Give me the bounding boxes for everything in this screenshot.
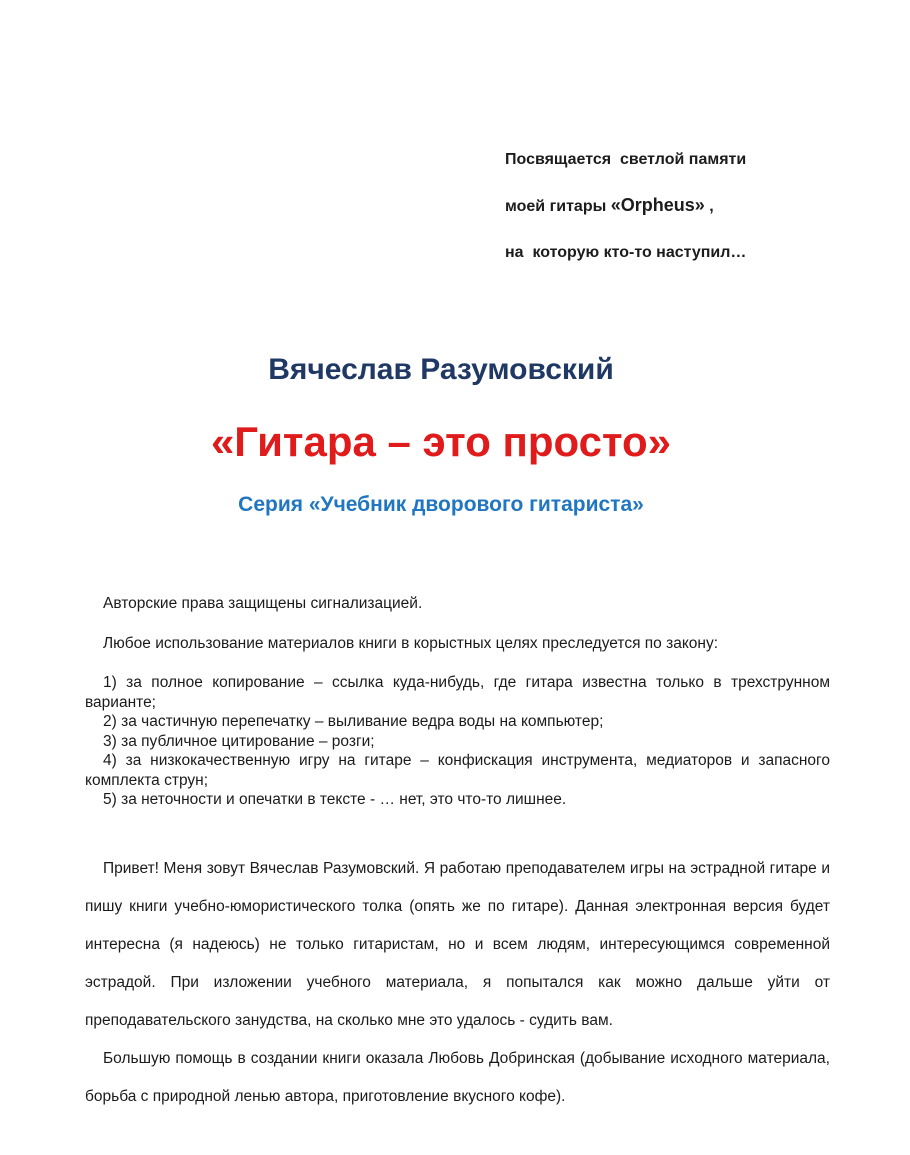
- copyright-item-1: 1) за полное копирование – ссылка куда-нибудь, где гитара известна только в трехструнном варианте;: [85, 674, 830, 711]
- intro-paragraph-2: Большую помощь в создании книги оказала Любовь Добринская (добывание исходного материала, борьба с природной ленью автора, приготовление вкусного кофе).: [85, 1049, 830, 1105]
- copyright-law-intro: Любое использование материалов книги в корыстных целях преследуется по закону:: [103, 634, 719, 652]
- copyright-item-4: 4) за низкокачественную игру на гитаре – конфискация инструмента, медиаторов и запасного комплекта струн;: [85, 752, 830, 789]
- intro-section: [85, 850, 830, 1116]
- book-title: «Гитара – это просто»: [210, 418, 672, 465]
- dedication-line-1: Посвящается светлой памяти: [505, 151, 747, 168]
- author-name: Вячеслав Разумовский: [268, 353, 614, 386]
- copyright-item-2: 2) за частичную перепечатку – выливание ведра воды на компьютер;: [103, 713, 604, 730]
- dedication-block: [505, 150, 825, 289]
- title-block: [85, 352, 797, 518]
- dedication-line-2-suffix: ,: [704, 198, 714, 215]
- intro-paragraph-1: Привет! Меня зовут Вячеслав Разумовский. Я работаю преподавателем игры на эстрадной гитаре и пишу книги учебно-юмористического толка (опять же по гитаре). Данная электронная версия будет интересна (я надеюсь) не только гитаристам, но и всем людям, интересующимся современной эстрадой. При изложении учебного материала, я попытался как можно дальше уйти от преподавательского занудства, на сколько мне это удалось - судить вам.: [85, 859, 830, 1029]
- body-text: [85, 594, 830, 1116]
- dedication-line-3: на которую кто-то наступил…: [505, 244, 747, 261]
- guitar-name: «Orpheus»: [610, 195, 705, 215]
- series-title: Серия «Учебник дворового гитариста»: [238, 493, 644, 516]
- copyright-list: [85, 673, 830, 810]
- dedication-line-2: [505, 196, 825, 216]
- copyright-notice: Авторские права защищены сигнализацией.: [103, 595, 423, 612]
- copyright-item-5: 5) за неточности и опечатки в тексте - … нет, это что-то лишнее.: [103, 791, 567, 808]
- copyright-item-3: 3) за публичное цитирование – розги;: [103, 732, 375, 750]
- copyright-section: [85, 594, 830, 810]
- dedication-line-2-prefix: моей гитары: [505, 198, 611, 215]
